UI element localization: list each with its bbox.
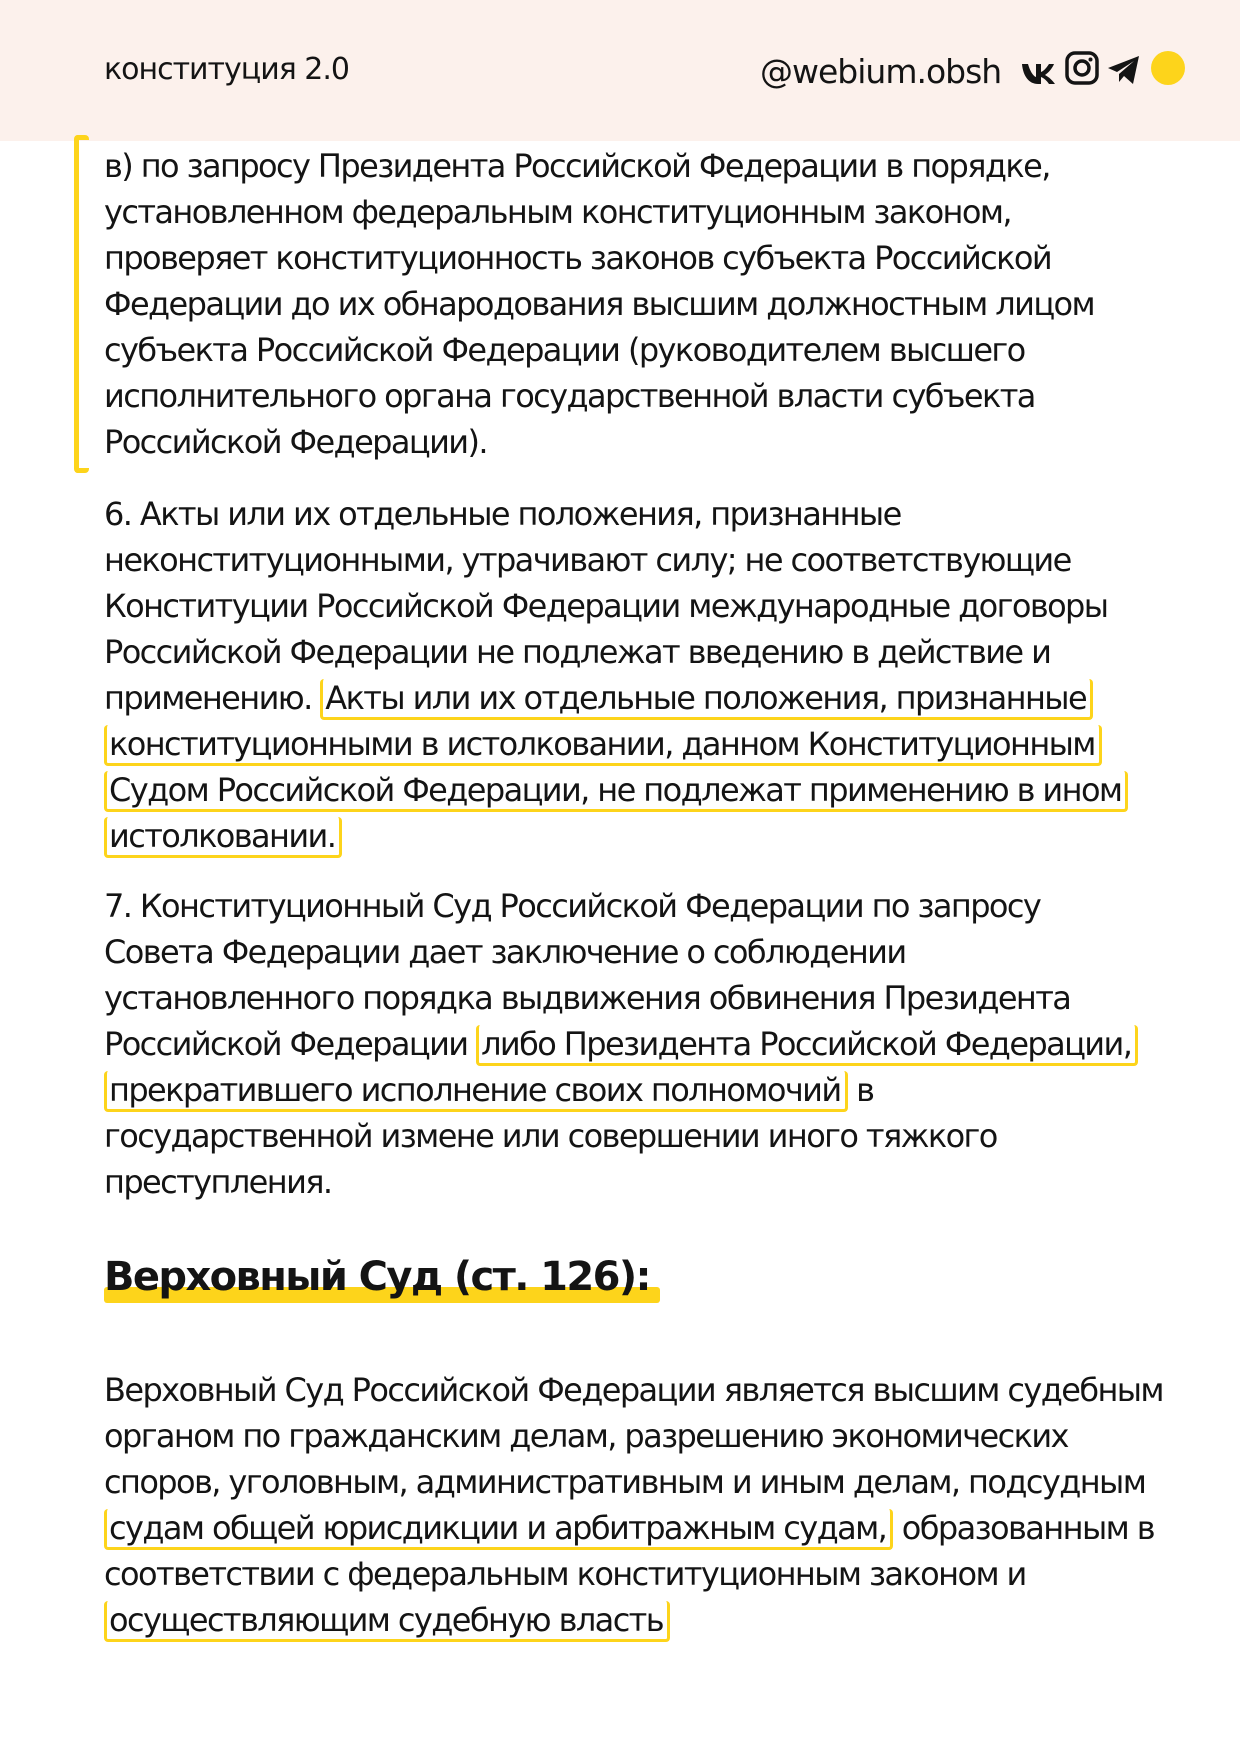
telegram-icon[interactable] <box>1106 52 1142 88</box>
supreme-court-paragraph <box>104 1367 1164 1643</box>
item-7-highlight: либо Президента Российской Федерации, прекратившего исполнение своих полномочий <box>104 1025 1138 1112</box>
item-v-bracket <box>74 135 89 473</box>
page-header <box>0 0 1240 141</box>
item-v-text: в) по запросу Президента Российской Федерации в порядке, установленном федеральным конституционным законом, проверяет конституционность законов субъекта Российской Федерации до их обнародования высшим должностным лицом субъекта Российской Федерации (руководителем высшего исполнительного органа государственной власти субъекта Российской Федерации). <box>104 147 1095 461</box>
section-heading-block <box>104 1249 650 1305</box>
instagram-icon[interactable] <box>1064 50 1100 86</box>
section-heading-text: Верховный Суд (ст. 126): <box>104 1254 650 1300</box>
item-6-paragraph <box>104 491 1164 859</box>
item-7-block <box>104 883 1134 1205</box>
item-v-block <box>104 143 1174 465</box>
supreme-court-highlight-1: судам общей юрисдикции и арбитражным судам, <box>104 1509 893 1550</box>
social-handle[interactable]: @webium.obsh <box>760 52 1002 91</box>
item-6-text: 6. Акты или их отдельные положения, признанные неконституционными, утрачивают силу; не соответствующие Конституции Российской Федерации международные договоры Российской Федерации не подлежат введению в действие и применению. <box>104 495 1108 717</box>
item-6-block <box>104 491 1164 859</box>
section-heading <box>104 1249 650 1305</box>
supreme-court-text-middle: образованным в соответствии с федеральным конституционным законом и <box>104 1509 1154 1593</box>
vk-icon[interactable] <box>1020 56 1058 92</box>
brand-title: конституция 2.0 <box>104 52 349 87</box>
supreme-court-block <box>104 1367 1164 1643</box>
yellow-dot-icon <box>1150 50 1186 86</box>
supreme-court-text-before: Верховный Суд Российской Федерации является высшим судебным органом по гражданским делам, разрешению экономических споров, уголовным, административным и иным делам, подсудным <box>104 1371 1163 1501</box>
item-7-paragraph <box>104 883 1134 1205</box>
item-6-highlight: Акты или их отдельные положения, признанные конституционными в истолковании, данном Конституционным Судом Российской Федерации, не подлежат применению в ином истолковании. <box>104 679 1128 858</box>
item-7-text-after: в государственной измене или совершении иного тяжкого преступления. <box>104 1071 997 1201</box>
item-7-text-before: 7. Конституционный Суд Российской Федерации по запросу Совета Федерации дает заключение о соблюдении установленного порядка выдвижения обвинения Президента Российской Федерации <box>104 887 1071 1063</box>
supreme-court-highlight-2: осуществляющим судебную власть <box>104 1601 670 1642</box>
